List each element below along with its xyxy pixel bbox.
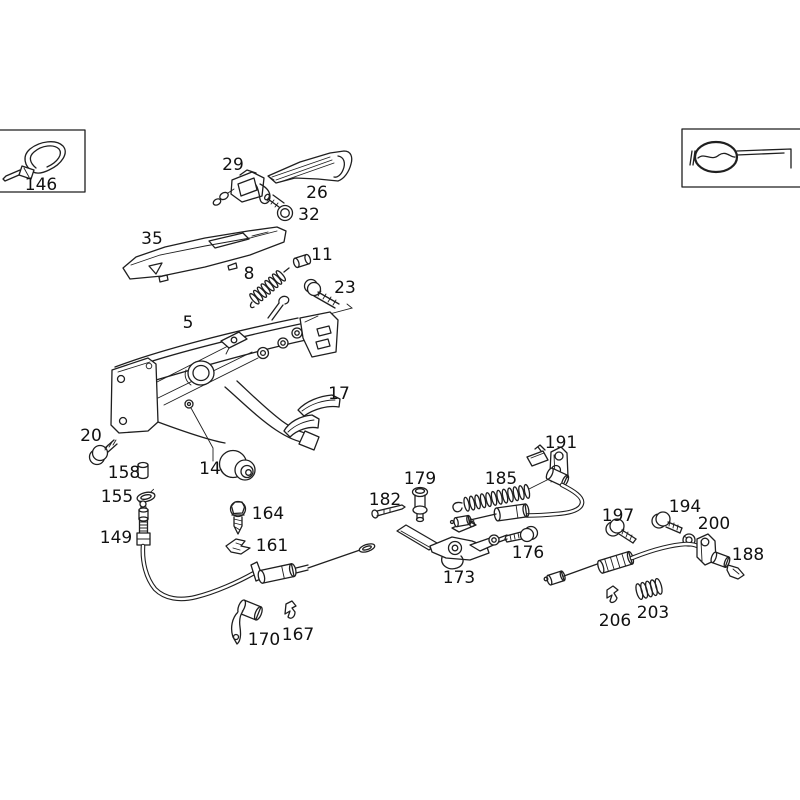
equalizer-173-drawing — [397, 518, 507, 569]
part-label-191: 191 — [544, 433, 578, 453]
key-icon — [690, 142, 791, 172]
part-label-149: 149 — [99, 528, 133, 548]
clip-161-drawing — [226, 539, 250, 554]
part-label-194: 194 — [668, 497, 702, 517]
part-label-167: 167 — [281, 625, 315, 645]
part-label-26: 26 — [306, 183, 328, 203]
part-label-155: 155 — [100, 487, 134, 507]
part-label-32: 32 — [298, 205, 320, 225]
part-label-161: 161 — [255, 536, 289, 556]
part-label-173: 173 — [442, 568, 476, 588]
part-label-164: 164 — [251, 504, 285, 524]
part-label-188: 188 — [731, 545, 765, 565]
spring-8-drawing — [248, 268, 289, 308]
clip-167-drawing — [285, 601, 296, 618]
screw-32-drawing — [264, 193, 293, 220]
bolt-176-drawing — [505, 527, 538, 543]
part-label-197: 197 — [601, 506, 635, 526]
part-label-23: 23 — [334, 278, 356, 298]
clip-206-drawing — [607, 586, 618, 602]
part-label-5: 5 — [182, 313, 194, 333]
key-inset-box — [682, 129, 800, 187]
part-label-185: 185 — [484, 469, 518, 489]
screw-164-drawing — [231, 502, 246, 535]
part-label-182: 182 — [368, 490, 402, 510]
part-label-8: 8 — [243, 264, 255, 284]
part-label-14: 14 — [199, 459, 221, 479]
rivet-179-drawing — [413, 488, 428, 522]
part-label-35: 35 — [141, 229, 163, 249]
rear-cable-drawing — [544, 534, 744, 586]
release-mechanism-drawing — [212, 170, 270, 206]
part-label-203: 203 — [636, 603, 670, 623]
part-label-200: 200 — [697, 514, 731, 534]
bushing-11-drawing — [292, 254, 311, 268]
part-label-176: 176 — [511, 543, 545, 563]
part-label-29: 29 — [222, 155, 244, 175]
part-label-20: 20 — [80, 426, 102, 446]
part-label-146: 146 — [24, 175, 58, 195]
part-label-11: 11 — [311, 245, 333, 265]
pedal-bracket-drawing — [111, 296, 338, 461]
roller-14-drawing — [220, 451, 256, 481]
part-label-179: 179 — [403, 469, 437, 489]
part-label-17: 17 — [328, 384, 350, 404]
part-label-170: 170 — [247, 630, 281, 650]
release-handle-drawing — [268, 151, 352, 183]
sleeve-203-drawing — [635, 578, 664, 600]
part-label-158: 158 — [107, 463, 141, 483]
part-label-206: 206 — [598, 611, 632, 631]
